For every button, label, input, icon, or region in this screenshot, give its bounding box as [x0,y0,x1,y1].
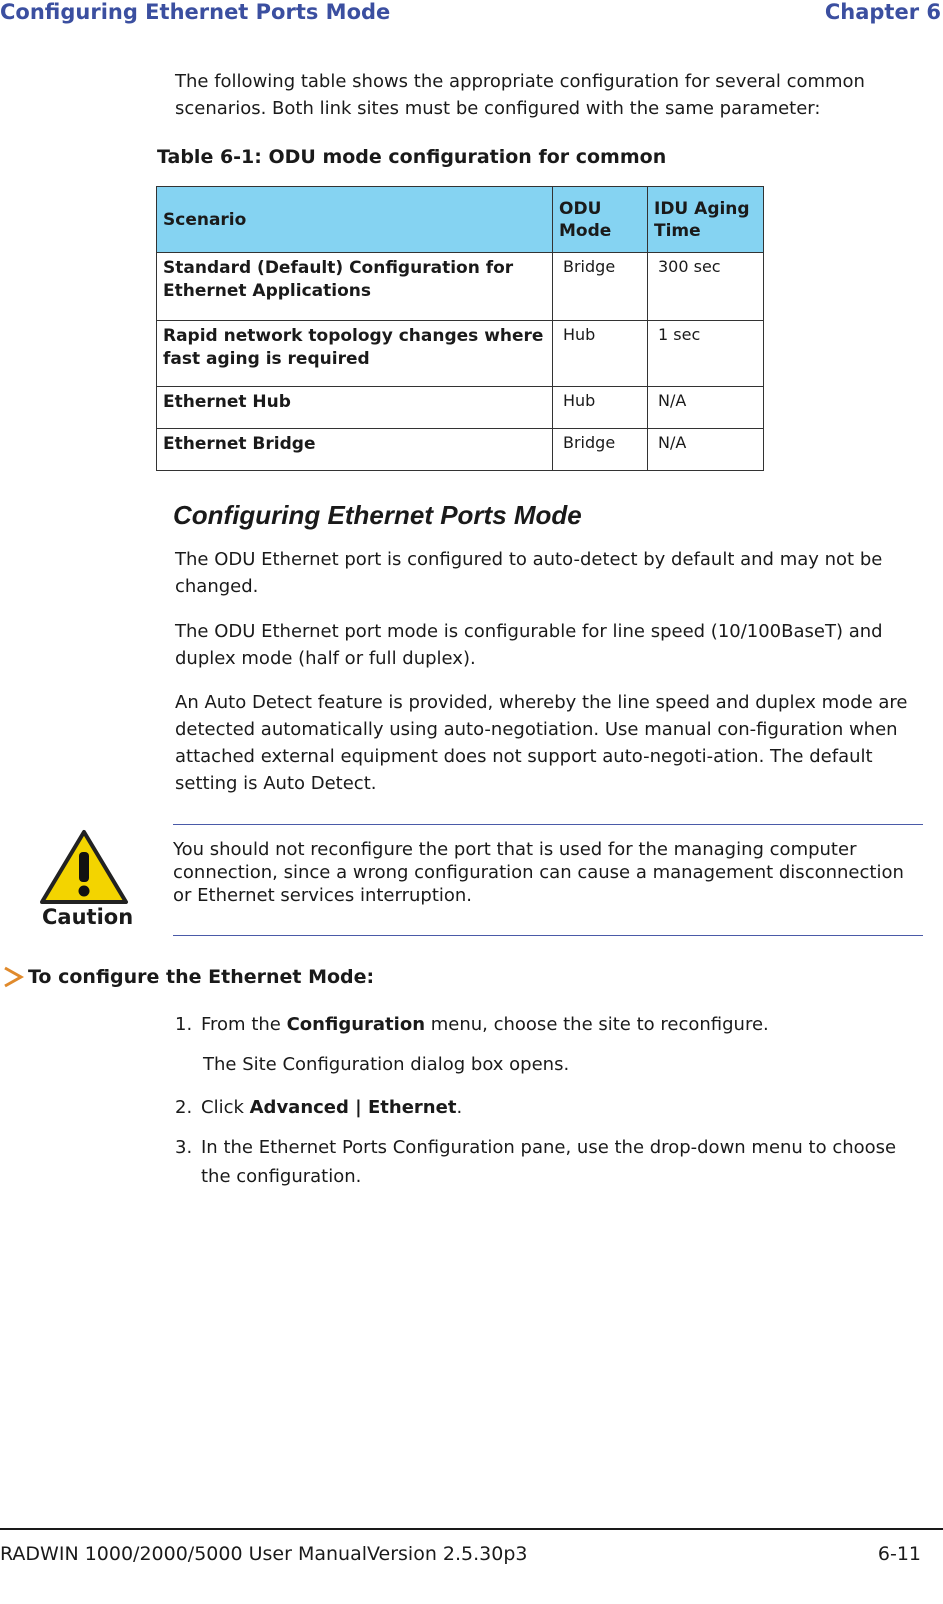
footer-page-number: 6-11 [877,1543,921,1565]
table-row [157,321,764,387]
caution-top-rule [173,824,923,825]
procedure-step-3: 3. In the Ethernet Ports Configuration pane, use the drop-down menu to choose the configuration. [175,1137,897,1187]
table-row [157,253,764,321]
header-idu-aging-time: IDU Aging Time [648,187,764,253]
procedure-title: To configure the Ethernet Mode: [28,966,375,988]
header-odu-mode: ODU Mode [553,187,648,253]
scenario-cell: Ethernet Hub [157,387,553,429]
section-paragraph-2: The ODU Ethernet port mode is configurable for line speed (10/100BaseT) and duplex mode (half or full duplex). [175,621,883,669]
section-paragraph-1: The ODU Ethernet port is configured to auto-detect by default and may not be changed. [175,549,883,597]
procedure-step-2: 2. Click Advanced | Ethernet. [175,1097,463,1118]
warning-triangle-icon [38,828,130,906]
odu-mode-cell: Hub [553,321,648,387]
aging-time-cell: N/A [648,387,764,429]
procedure-step-1-result: The Site Configuration dialog box opens. [203,1054,570,1075]
intro-paragraph: The following table shows the appropriate configuration for several common scenarios. Both link sites must be configured with the same parameter: [175,71,865,119]
scenario-cell: Rapid network topology changes where fast aging is required [157,321,553,387]
scenario-cell: Standard (Default) Configuration for Ethernet Applications [157,253,553,321]
caution-label: Caution [42,905,134,929]
procedure-arrow-icon [2,965,24,989]
odu-mode-table [156,186,764,471]
footer-manual-title: RADWIN 1000/2000/5000 User ManualVersion 2.5.30p3 [0,1543,528,1565]
scenario-cell: Ethernet Bridge [157,429,553,471]
table-row [157,387,764,429]
footer-rule [0,1528,943,1530]
header-scenario: Scenario [157,187,553,253]
running-header-title: Configuring Ethernet Ports Mode [0,0,391,24]
aging-time-cell: 1 sec [648,321,764,387]
aging-time-cell: N/A [648,429,764,471]
caution-bottom-rule [173,935,923,936]
odu-mode-cell: Bridge [553,429,648,471]
running-header-chapter: Chapter 6 [824,0,941,24]
section-paragraph-3: An Auto Detect feature is provided, whereby the line speed and duplex mode are detected automatically using auto-negotiation. Use manual con-figuration when attached external equipment does not support auto-negoti-ation. The default setting is Auto Detect. [175,692,908,794]
odu-mode-cell: Bridge [553,253,648,321]
odu-mode-cell: Hub [553,387,648,429]
table-header-row [157,187,764,253]
procedure-step-1: 1. From the Configuration menu, choose the site to reconfigure. [175,1014,769,1035]
section-title: Configuring Ethernet Ports Mode [173,500,582,530]
table-row [157,429,764,471]
caution-text: You should not reconfigure the port that is used for the managing computer connection, since a wrong configuration can cause a management disconnection or Ethernet services interruption. [173,839,904,906]
aging-time-cell: 300 sec [648,253,764,321]
table-caption: Table 6-1: ODU mode configuration for common [157,146,667,168]
